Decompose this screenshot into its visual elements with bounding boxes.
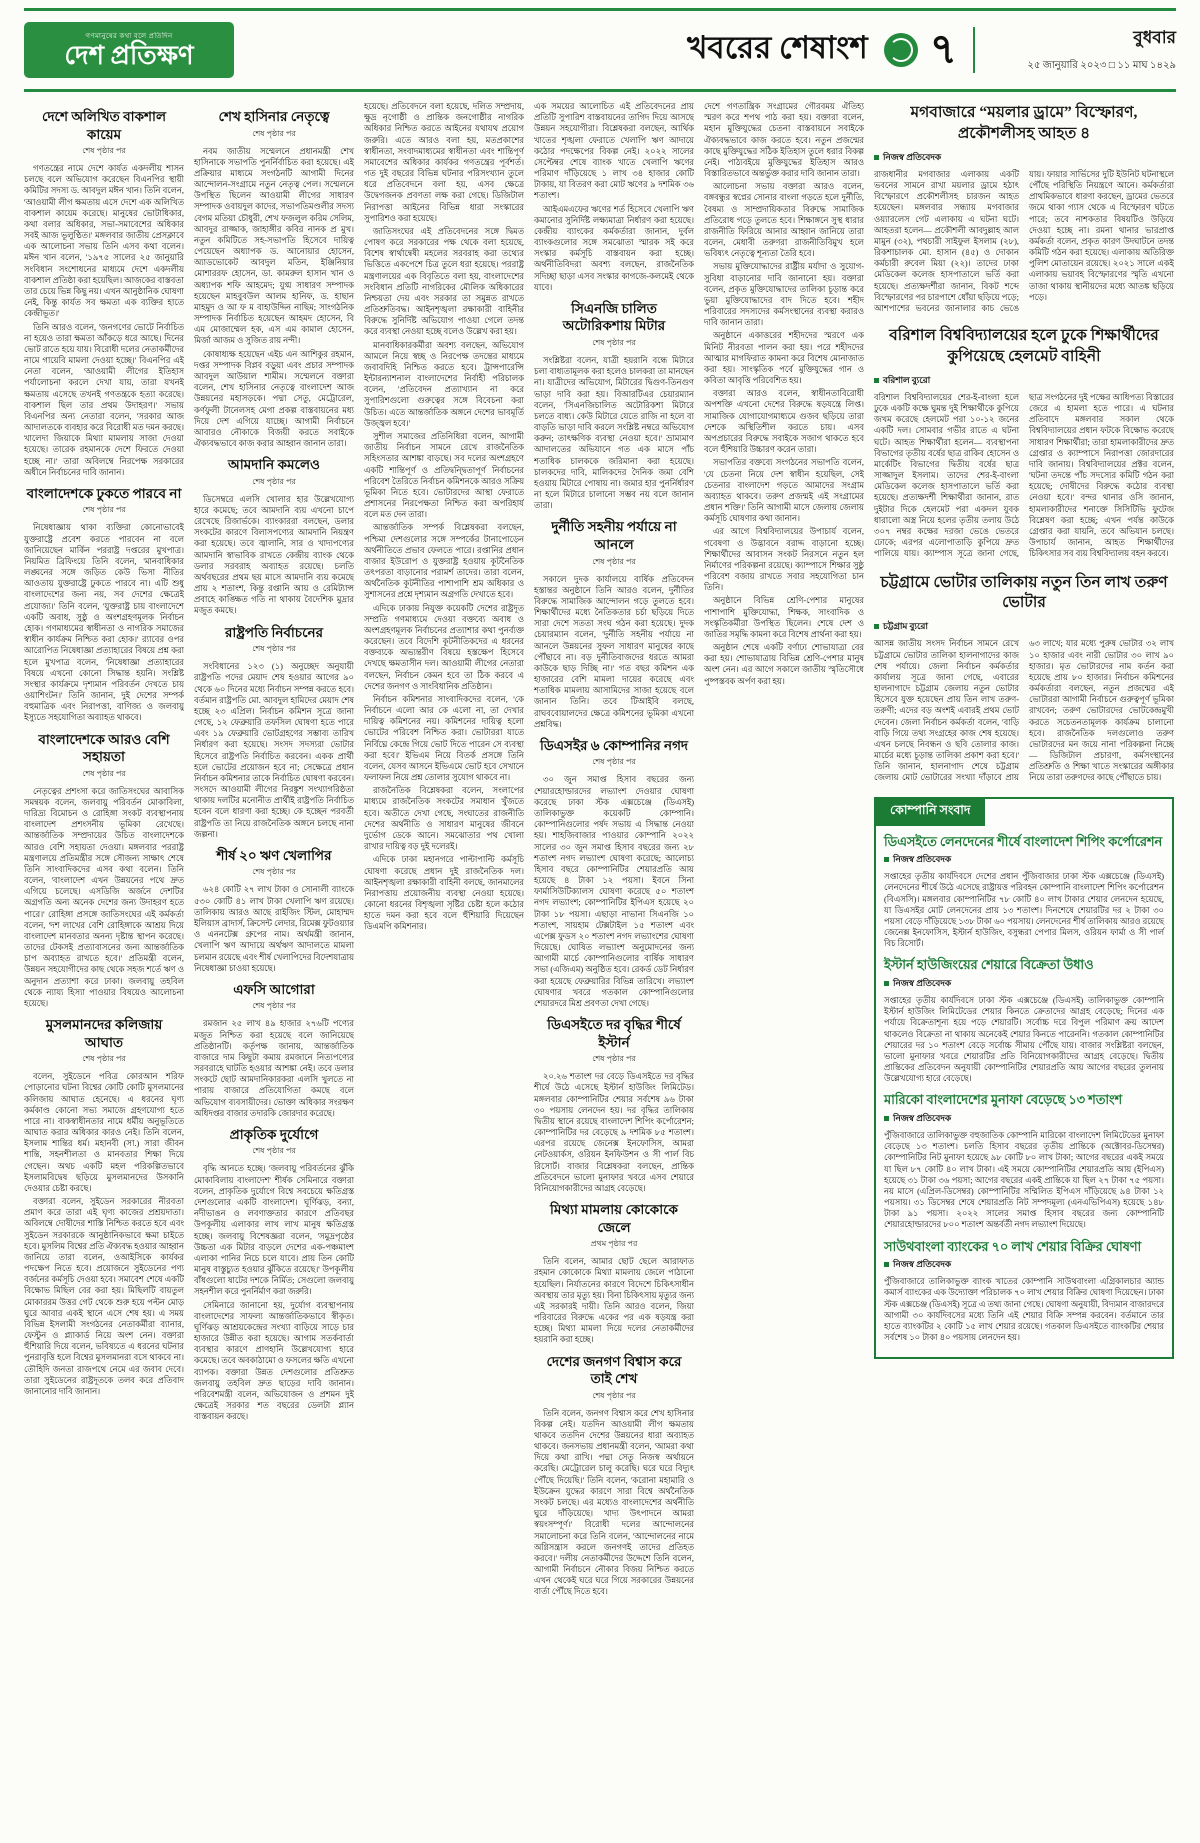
article xyxy=(194,847,354,974)
body-paragraph: গণতন্ত্রের নামে দেশে কার্যত একদলীয় শাসন চলছে বলে অভিযোগ করেছেন বিএনপির স্থায়ী কমিটির সদস্য ড. আবদুল মঈন খান। তিনি বলেন, 'আওয়ামী লীগ ক্ষমতায় এসে দেশে এক অলিখিত বাকশাল কায়েম করেছে। মানুষের ভোটাধিকার, কথা বলার অধিকার, সভা-সমাবেশের অধিকার সবই আজ ভূলুণ্ঠিত।' মঙ্গলবার জাতীয় প্রেসক্লাবে এক আলোচনা সভায় তিনি এসব কথা বলেন। মঈন খান বলেন, '১৯৭৫ সালের ২৫ জানুয়ারি সংবিধান সংশোধনের মাধ্যমে দেশে একদলীয় বাকশাল প্রতিষ্ঠা করা হয়েছিল। আজকের বাস্তবতা তার চেয়ে ভিন্ন কিছু নয়। এখন আনুষ্ঠানিক ঘোষণা নেই, কিন্তু কার্যত সব ক্ষমতা এক ব্যক্তির হাতে কেন্দ্রীভূত।' xyxy=(24,164,184,319)
header-divider xyxy=(973,27,975,73)
article xyxy=(24,485,184,724)
body-paragraph: তিনি বলেন, আমার ছোট ছেলে আরাফাত রহমান কোকোকে মিথ্যা মামলায় জেলে পাঠানো হয়েছিল। নির্যাতনের কারণে বিদেশে চিকিৎসাধীন অবস্থায় তার মৃত্যু হয়। বিনা চিকিৎসায় মৃত্যুর জন্য এই সরকারই দায়ী। তিনি আরও বলেন, জিয়া পরিবারের বিরুদ্ধে একের পর এক ষড়যন্ত্র করা হচ্ছে। মিথ্যা মামলা দিয়ে দলের নেতাকর্মীদের হয়রানি করা হচ্ছে। xyxy=(534,1257,694,1345)
article xyxy=(874,573,1174,785)
article-headline: ইস্টার্ন হাউজিংয়ের শেয়ারে বিক্রেতা উধাও xyxy=(884,958,1094,973)
article-byline xyxy=(874,150,1174,165)
body-paragraph: তিনি আরও বলেন, 'জনগণের ভোটে নির্বাচিত না হয়েও তারা ক্ষমতা আঁকড়ে ধরে আছে। দিনের ভোট রাতে হয়ে যায়। বিরোধী দলের নেতাকর্মীদের নামে গায়েবি মামলা দেওয়া হচ্ছে।' বিএনপির এই নেতা বলেন, 'আওয়ামী লীগের ইতিহাস পর্যালোচনা করলে দেখা যায়, তারা যখনই ক্ষমতায় এসেছে তখনই গণতন্ত্রকে হত্যা করেছে। বাকশাল ছিল তার প্রথম উদাহরণ।' সভায় বিএনপির অন্য নেতারা বলেন, 'সরকার আজ আদালতকে ব্যবহার করে বিরোধী মত দমন করছে। খালেদা জিয়াকে মিথ্যা মামলায় সাজা দেওয়া হয়েছে। তারেক রহমানকে দেশে ফিরতে দেওয়া হচ্ছে না।' তারা অবিলম্বে নিরপেক্ষ সরকারের অধীনে নির্বাচনের দাবি জানান। xyxy=(24,322,184,477)
top-rule xyxy=(24,8,1176,11)
body-paragraph: আন্তর্জাতিক সম্পর্ক বিশ্লেষকরা বলছেন, পশ্চিমা দেশগুলোর সঙ্গে সম্পর্কের টানাপোড়েন অর্থনীতিতে প্রভাব ফেলতে পারে। রপ্তানির প্রধান বাজার ইউরোপ ও যুক্তরাষ্ট্র হওয়ায় কূটনৈতিক তৎপরতা বাড়ানোর পরামর্শ তাদের। তারা বলেন, অর্থনৈতিক কূটনীতির পাশাপাশি শ্রম অধিকার ও সুশাসনের প্রশ্নে দৃশ্যমান অগ্রগতি দেখাতে হবে। xyxy=(364,523,524,600)
body-paragraph: সংবিধানের ১২৩ (১) অনুচ্ছেদ অনুযায়ী রাষ্ট্রপতি পদের মেয়াদ শেষ হওয়ার আগের ৯০ থেকে ৬০ দিনের মধ্যে নির্বাচন সম্পন্ন করতে হবে। বর্তমান রাষ্ট্রপতি মো. আবদুল হামিদের মেয়াদ শেষ হচ্ছে ২৩ এপ্রিল। নির্বাচন কমিশন সূত্রে জানা গেছে, ১২ ফেব্রুয়ারি তফসিল ঘোষণা হতে পারে এবং ১৯ ফেব্রুয়ারি ভোটগ্রহণের সম্ভাব্য তারিখ নির্ধারণ করা হয়েছে। সংসদ সদস্যরা ভোটার হিসেবে রাষ্ট্রপতি নির্বাচিত করবেন। একক প্রার্থী হলে ভোটের প্রয়োজন হবে না; সেক্ষেত্রে প্রধান নির্বাচন কমিশনার তাকে নির্বাচিত ঘোষণা করবেন। সংসদে আওয়ামী লীগের নিরঙ্কুশ সংখ্যাগরিষ্ঠতা থাকায় দলটির মনোনীত প্রার্থীই রাষ্ট্রপতি নির্বাচিত হবেন বলে ধারণা করা হচ্ছে। কে হচ্ছেন পরবর্তী রাষ্ট্রপতি তা নিয়ে রাজনৈতিক অঙ্গনে চলছে নানা জল্পনা। xyxy=(194,662,354,839)
body-paragraph: অনুষ্ঠানে একাত্তরের শহীদদের স্মরণে এক মিনিট নীরবতা পালন করা হয়। পরে শহীদদের আত্মার মাগফিরাত কামনা করে বিশেষ মোনাজাত করা হয়। সাংস্কৃতিক পর্বে মুক্তিযুদ্ধের গান ও কবিতা আবৃত্তি পরিবেশিত হয়। xyxy=(704,331,864,386)
date-line: ২৫ জানুয়ারি ২০২৩ □ ১১ মাঘ ১৪২৯ xyxy=(1027,60,1176,71)
article-headline: ডিএসইর ৬ কোম্পানির নগদ xyxy=(539,737,689,753)
article-body xyxy=(874,169,1174,314)
article xyxy=(194,624,354,840)
article-headline: দেশে অলিখিত বাকশাল কায়েম xyxy=(41,109,167,142)
column-2 xyxy=(194,101,354,1827)
article-kicker: শেষ পৃষ্ঠার পর xyxy=(252,867,296,877)
article xyxy=(534,1201,694,1345)
body-paragraph: রাজধানীর মগবাজার এলাকায় একটি ভবনের সামনে রাখা ময়লার ড্রামে হঠাৎ বিস্ফোরণে প্রকৌশলীসহ চারজন আহত হয়েছেন। মঙ্গলবার সন্ধ্যায় মগবাজার ওয়্যারলেস গেট এলাকায় এ ঘটনা ঘটে। আহতরা হলেন— প্রকৌশলী আবদুল্লাহ আল মামুন (৩২), পথচারী সাইফুল ইসলাম (২৮), রিকশাচালক মো. হাসান (৪৫) ও দোকান কর্মচারী রুবেল মিয়া (২২)। তাদের ঢাকা মেডিকেল কলেজ হাসপাতালে ভর্তি করা হয়েছে। প্রত্যক্ষদর্শীরা জানান, বিকট শব্দে বিস্ফোরণের পর চারপাশে ধোঁয়া ছড়িয়ে পড়ে; আশপাশের ভবনের জানালার কাচ ভেঙে যায়। ফায়ার সার্ভিসের দুটি ইউনিট ঘটনাস্থলে পৌঁছে পরিস্থিতি নিয়ন্ত্রণে আনে। কর্মকর্তারা প্রাথমিকভাবে ধারণা করছেন, ড্রামের ভেতরে জমে থাকা গ্যাস থেকে এ বিস্ফোরণ ঘটতে পারে; তবে নাশকতার বিষয়টিও উড়িয়ে দেওয়া হচ্ছে না। রমনা থানার ভারপ্রাপ্ত কর্মকর্তা বলেন, প্রকৃত কারণ উদঘাটনে তদন্ত কমিটি গঠন করা হয়েছে। এলাকায় অতিরিক্ত পুলিশ মোতায়েন রয়েছে। ২০২১ সালে একই এলাকায় ভয়াবহ বিস্ফোরণের স্মৃতি এখনো তাজা থাকায় স্থানীয়দের মধ্যে আতঙ্ক ছড়িয়ে পড়ে। xyxy=(874,169,1174,313)
body-paragraph: সপ্তাহের তৃতীয় কার্যদিবসে ঢাকা স্টক এক্সচেঞ্জে (ডিএসই) তালিকাভুক্ত কোম্পানি ইস্টার্ন হাউজিং লিমিটেডের শেয়ার কিনতে ক্রেতাদের আগ্রহ বেড়েছে; দিনের এক পর্যায়ে বিক্রেতাশূন্য হয়ে পড়ে শেয়ারটি। সর্বোচ্চ দরে বিপুল পরিমাণ ক্রয় আদেশ থাকলেও বিক্রেতা না থাকায় অনেকেই শেয়ার কিনতে পারেননি। গতকাল কোম্পানিটির শেয়ারের দর ১০ শতাংশ বেড়ে সর্বোচ্চ সীমায় পৌঁছে যায়। বাজার সংশ্লিষ্টরা বলছেন, ভালো মুনাফার খবরে শেয়ারটির প্রতি বিনিয়োগকারীদের আগ্রহ বেড়েছে। দ্বিতীয় প্রান্তিকের প্রতিবেদন অনুযায়ী কোম্পানিটির শেয়ারপ্রতি আয় আগের বছরের তুলনায় উল্লেখযোগ্য হারে বেড়েছে। xyxy=(884,996,1164,1084)
body-paragraph: নিষেধাজ্ঞায় থাকা ব্যক্তিরা কোনোভাবেই যুক্তরাষ্ট্রে প্রবেশ করতে পারবেন না বলে জানিয়েছেন মার্কিন পররাষ্ট্র দপ্তরের মুখপাত্র। নিয়মিত ব্রিফিংয়ে তিনি বলেন, 'মানবাধিকার লঙ্ঘনের সঙ্গে জড়িত কেউ ভিসা নীতির আওতায় যুক্তরাষ্ট্রে ঢুকতে পারবে না। এটি শুধু বাংলাদেশের জন্য নয়, সব দেশের ক্ষেত্রেই প্রযোজ্য।' তিনি বলেন, 'যুক্তরাষ্ট্র চায় বাংলাদেশে একটি অবাধ, সুষ্ঠু ও অংশগ্রহণমূলক নির্বাচন হোক। গণমাধ্যমের স্বাধীনতা ও নাগরিক সমাজের স্বাধীন কার্যক্রম নিশ্চিত করা হোক।' র‌্যাবের ওপর আরোপিত নিষেধাজ্ঞা প্রত্যাহারের বিষয়ে প্রশ্ন করা হলে মুখপাত্র বলেন, 'নিষেধাজ্ঞা প্রত্যাহারের বিষয়ে এখনো কোনো সিদ্ধান্ত হয়নি। সংশ্লিষ্ট সংস্থার কার্যক্রমে দৃশ্যমান পরিবর্তন দেখতে চায় ওয়াশিংটন।' তিনি জানান, দুই দেশের সম্পর্ক বহুমাত্রিক এবং নিরাপত্তা, বাণিজ্য ও জলবায়ু ইস্যুতে সহযোগিতা অব্যাহত থাকবে। xyxy=(24,523,184,723)
article xyxy=(534,737,694,1009)
body-paragraph: সভায় মুক্তিযোদ্ধাদের রাষ্ট্রীয় মর্যাদা ও সুযোগ-সুবিধা বাড়ানোর দাবি জানানো হয়। বক্তারা বলেন, প্রকৃত মুক্তিযোদ্ধাদের তালিকা চূড়ান্ত করে ভুয়া মুক্তিযোদ্ধাদের বাদ দিতে হবে। শহীদ পরিবারের সদস্যদের কর্মসংস্থানের ব্যবস্থা করারও দাবি জানান তারা। xyxy=(704,262,864,328)
body-paragraph: বলেন, সুইডেনে পবিত্র কোরআন শরিফ পোড়ানোর ঘটনা বিশ্বের কোটি কোটি মুসলমানের কলিজায় আঘাত হেনেছে। এ ধরনের ঘৃণ্য কর্মকাণ্ড কোনো সভ্য সমাজে গ্রহণযোগ্য হতে পারে না। বাকস্বাধীনতার নামে ধর্মীয় অনুভূতিতে আঘাত করার অধিকার কারও নেই। তিনি বলেন, ইসলাম শান্তির ধর্ম। মহানবী (সা.) সারা জীবন শান্তি, সহনশীলতা ও মানবতার শিক্ষা দিয়ে গেছেন। অথচ একটি মহল পরিকল্পিতভাবে ইসলামবিদ্বেষ ছড়িয়ে মুসলমানদের উসকানি দেওয়ার চেষ্টা করছে। xyxy=(24,1072,184,1193)
article-kicker: প্রথম পৃষ্ঠার পর xyxy=(590,1239,638,1249)
article-headline: শেখ হাসিনার নেতৃত্বে xyxy=(218,109,330,124)
byline-text: নিজস্ব প্রতিবেদক xyxy=(893,854,952,865)
article xyxy=(194,108,354,449)
section-title: খবরের শেষাংশ xyxy=(687,30,868,65)
body-paragraph: নির্বাচন কমিশনার সাংবাদিকদের বলেন, 'কে নির্বাচনে এলো আর কে এলো না, তা দেখার দায়িত্ব কমিশনের নয়। কমিশনের দায়িত্ব হলো ভোটের পরিবেশ নিশ্চিত করা। ভোটাররা যাতে নির্বিঘ্নে কেন্দ্রে গিয়ে ভোট দিতে পারেন সে ব্যবস্থা করা হবে।' ইভিএম নিয়ে বিতর্ক প্রসঙ্গে তিনি বলেন, যেসব আসনে ইভিএমে ভোট হবে সেখানে ফলাফল নিয়ে প্রশ্ন তোলার সুযোগ থাকবে না। xyxy=(364,694,524,783)
body-paragraph: সেমিনারে জানানো হয়, দুর্যোগ ব্যবস্থাপনায় বাংলাদেশের সাফল্য আন্তর্জাতিকভাবে স্বীকৃত। ঘূর্ণিঝড় আশ্রয়কেন্দ্রের সংখ্যা বাড়িয়ে সাড়ে চার হাজারে উন্নীত করা হয়েছে। আগাম সতর্কবার্তা ব্যবস্থার কারণে প্রাণহানি উল্লেখযোগ্য হারে কমেছে। তবে অবকাঠামো ও ফসলের ক্ষতি এখনো ব্যাপক। বক্তারা উন্নত দেশগুলোর প্রতিশ্রুত জলবায়ু তহবিল দ্রুত ছাড়ের দাবি জানান। পরিবেশমন্ত্রী বলেন, অভিযোজন ও প্রশমন দুই ক্ষেত্রেই সরকার শত বছরের ডেলটা প্ল্যান বাস্তবায়ন করছে। xyxy=(194,1300,354,1422)
article-body xyxy=(874,638,1174,784)
article-kicker: শেষ পৃষ্ঠার পর xyxy=(252,644,296,654)
body-paragraph: ৩০ জুন সমাপ্ত হিসাব বছরের জন্য শেয়ারহোল্ডারদের লভ্যাংশ দেওয়ার ঘোষণা করেছে ঢাকা স্টক এক্সচেঞ্জে (ডিএসই) তালিকাভুক্ত কয়েকটি কোম্পানি। কোম্পানিগুলোর পর্ষদ সভায় এ সিদ্ধান্ত নেওয়া হয়। শাহজিবাজার পাওয়ার কোম্পানি ২০২২ সালের ৩০ জুন সমাপ্ত হিসাব বছরের জন্য ২৮ শতাংশ নগদ লভ্যাংশ ঘোষণা করেছে; আলোচ্য হিসাব বছরে কোম্পানিটির শেয়ারপ্রতি আয় হয়েছে ৪ টাকা ১২ পয়সা। ইবনে সিনা ফার্মাসিউটিক্যালস ঘোষণা করেছে ৫০ শতাংশ নগদ লভ্যাংশ; কোম্পানিটির ইপিএস হয়েছে ২০ টাকা ১৮ পয়সা। এছাড়া নাভানা সিএনজি ১০ শতাংশ, সায়হাম টেক্সটাইল ১৫ শতাংশ এবং এপেক্স ফুডস ২০ শতাংশ নগদ লভ্যাংশের ঘোষণা দিয়েছে। ঘোষিত লভ্যাংশ অনুমোদনের জন্য আগামী মার্চে কোম্পানিগুলোর বার্ষিক সাধারণ সভা (এজিএম) অনুষ্ঠিত হবে। রেকর্ড ডেট নির্ধারণ করা হয়েছে ফেব্রুয়ারির বিভিন্ন তারিখে। লভ্যাংশ ঘোষণার খবরে গতকাল কোম্পানিগুলোর শেয়ারদরে মিশ্র প্রবণতা দেখা গেছে। xyxy=(534,775,694,1008)
byline-text: নিজস্ব প্রতিবেদক xyxy=(893,1113,952,1124)
article-body xyxy=(534,574,694,730)
newspaper-emblem-icon xyxy=(884,33,918,67)
body-paragraph: মানবাধিকারকর্মীরা অবশ্য বলছেন, অভিযোগ আমলে নিয়ে স্বচ্ছ ও নিরপেক্ষ তদন্তের মাধ্যমে জবাবদিহি নিশ্চিত করতে হবে। ট্রান্সপারেন্সি ইন্টারন্যাশনাল বাংলাদেশের নির্বাহী পরিচালক বলেন, 'প্রতিবেদন প্রত্যাখ্যান না করে সুপারিশগুলো গুরুত্বের সঙ্গে বিবেচনা করা উচিত। এতে আন্তর্জাতিক অঙ্গনে দেশের ভাবমূর্তি উজ্জ্বল হবে।' xyxy=(364,340,524,428)
body-paragraph: জাতিসংঘের এই প্রতিবেদনের সঙ্গে দ্বিমত পোষণ করে সরকারের পক্ষ থেকে বলা হয়েছে, বিশেষ স্বার্থান্বেষী মহলের সরবরাহ করা তথ্যের ভিত্তিতে একপেশে চিত্র তুলে ধরা হয়েছে। পররাষ্ট্র মন্ত্রণালয়ের এক বিবৃতিতে বলা হয়, বাংলাদেশের সংবিধান প্রতিটি নাগরিকের মৌলিক অধিকারের নিশ্চয়তা দেয় এবং সরকার তা সমুন্নত রাখতে প্রতিশ্রুতিবদ্ধ। আইনশৃঙ্খলা রক্ষাকারী বাহিনীর বিরুদ্ধে সুনির্দিষ্ট অভিযোগ পাওয়া গেলে তদন্ত করে ব্যবস্থা নেওয়া হচ্ছে বলেও উল্লেখ করা হয়। xyxy=(364,226,524,337)
byline-square-icon xyxy=(874,378,879,383)
column-right xyxy=(874,101,1174,1827)
body-paragraph: রাজনৈতিক বিশ্লেষকরা বলেন, সংলাপের মাধ্যমে রাজনৈতিক সংকটের সমাধান খুঁজতে হবে। অতীতে দেখা গেছে, সংঘাতের রাজনীতি দেশের অর্থনীতি ও সাধারণ মানুষের জীবনে দুর্ভোগ ডেকে আনে। সমঝোতার পথ খোলা রাখার দায়িত্ব বড় দুই দলেরই। xyxy=(364,786,524,852)
article-byline xyxy=(884,976,1164,991)
article-byline xyxy=(884,1257,1164,1272)
article-kicker: শেষ পৃষ্ঠার পর xyxy=(592,1054,636,1064)
article-kicker: শেষ পৃষ্ঠার পর xyxy=(592,556,636,566)
body-paragraph: এক সময়ের আলোচিত এই প্রতিবেদনের প্রায় প্রতিটি সুপারিশ বাস্তবায়নের তাগিদ দিয়ে আসছে উন্নয়ন সহযোগীরা। বিশ্লেষকরা বলছেন, আর্থিক খাতের শৃঙ্খলা ফেরাতে খেলাপি ঋণ আদায়ে কঠোর পদক্ষেপের বিকল্প নেই। ২০২২ সালের সেপ্টেম্বর শেষে ব্যাংক খাতে খেলাপি ঋণের পরিমাণ দাঁড়িয়েছে ১ লাখ ৩৪ হাজার কোটি টাকায়, যা বিতরণ করা মোট ঋণের ৯ দশমিক ৩৬ শতাংশ। xyxy=(534,102,694,201)
column-5 xyxy=(704,101,864,1827)
article-byline xyxy=(884,1111,1164,1126)
article-body xyxy=(874,392,1174,561)
article-body xyxy=(534,1071,694,1194)
article xyxy=(194,456,354,616)
article xyxy=(884,1239,1164,1344)
masthead-title: দেশ প্রতিক্ষণ xyxy=(64,40,194,70)
article-byline xyxy=(874,619,1174,634)
article-body xyxy=(194,146,354,450)
article-headline: ডিএসইতে লেনদেনের শীর্ষে বাংলাদেশ শিপিং কর্পোরেশন xyxy=(884,834,1163,849)
article xyxy=(194,981,354,1119)
columns xyxy=(24,101,1176,1827)
body-paragraph: সকালে দুদক কার্যালয়ে বার্ষিক প্রতিবেদন হস্তান্তর অনুষ্ঠানে তিনি আরও বলেন, দুর্নীতির বিরুদ্ধে সামাজিক আন্দোলন গড়ে তুলতে হবে। শিক্ষার্থীদের মধ্যে নৈতিকতার চর্চা ছড়িয়ে দিতে সারা দেশে সততা সংঘ গঠন করা হয়েছে। দুদক চেয়ারম্যান বলেন, 'দুর্নীতি সহনীয় পর্যায়ে না আনলে উন্নয়নের সুফল সাধারণ মানুষের কাছে পৌঁছাবে না। বড় দুর্নীতিবাজদের ধরতে আমরা কাউকে ছাড় দিচ্ছি না।' গত বছর কমিশন এক হাজারের বেশি মামলা দায়ের করেছে এবং শতাধিক মামলায় আসামিদের সাজা হয়েছে বলে জানান তিনি। তবে টিআইবি বলছে, রাঘববোয়ালদের ক্ষেত্রে কমিশনের ভূমিকা এখনো প্রশ্নবিদ্ধ। xyxy=(534,574,694,729)
continuation-body xyxy=(704,101,864,687)
article-headline: দুর্নীতি সহনীয় পর্যায়ে না আনলে xyxy=(551,519,677,552)
body-paragraph: বক্তারা আরও বলেন, স্বাধীনতাবিরোধী অপশক্তি এখনো দেশের বিরুদ্ধে ষড়যন্ত্রে লিপ্ত। সামাজিক যোগাযোগমাধ্যমে গুজব ছড়িয়ে তারা দেশকে অস্থিতিশীল করতে চায়। এসব অপপ্রচারের বিরুদ্ধে সবাইকে সজাগ থাকতে হবে বলে হুঁশিয়ারি উচ্চারণ করেন তারা। xyxy=(704,389,864,455)
article-kicker: শেষ পৃষ্ঠার পর xyxy=(82,505,126,515)
article-body xyxy=(194,661,354,840)
article xyxy=(884,957,1164,1084)
article-headline: মারিকো বাংলাদেশের মুনাফা বেড়েছে ১৩ শতাংশ xyxy=(884,1093,1123,1108)
article-body xyxy=(884,1276,1164,1343)
byline-square-icon xyxy=(884,857,889,862)
article-headline: সাউথবাংলা ব্যাংকের ৭০ লাখ শেয়ার বিক্রির ঘোষণা xyxy=(884,1239,1142,1254)
byline-text: বরিশাল ব্যুরো xyxy=(883,374,931,385)
article-headline: বরিশাল বিশ্ববিদ্যালয়ের হলে ঢুকে শিক্ষার্থীদের কুপিয়েছে হেলমেট বাহিনী xyxy=(889,327,1159,365)
masthead xyxy=(24,22,234,78)
body-paragraph: বরিশাল বিশ্ববিদ্যালয়ের শের-ই-বাংলা হলে ঢুকে একটি কক্ষে ঘুমন্ত দুই শিক্ষার্থীকে কুপিয়ে জখম করেছে হেলমেট পরা ১০-১২ জনের একটি দল। সোমবার গভীর রাতে এ ঘটনা ঘটে। আহত শিক্ষার্থীরা হলেন— ব্যবস্থাপনা বিভাগের তৃতীয় বর্ষের ছাত্র রাকিব হোসেন ও মার্কেটিং বিভাগের দ্বিতীয় বর্ষের ছাত্র সাজ্জাদুল ইসলাম। তাদের শের-ই-বাংলা মেডিকেল কলেজ হাসপাতালে ভর্তি করা হয়েছে। প্রত্যক্ষদর্শী শিক্ষার্থীরা জানান, রাত দুইটার দিকে হেলমেট পরা একদল যুবক ধারালো অস্ত্র নিয়ে হলের তৃতীয় তলায় উঠে ৩০৭ নম্বর কক্ষের দরজা ভেঙে ভেতরে ঢোকে; এরপর এলোপাতাড়ি কুপিয়ে দ্রুত পালিয়ে যায়। ক্যাম্পাস সূত্রে জানা গেছে, ছাত্র সংগঠনের দুই পক্ষের আধিপত্য বিস্তারের জেরে এ হামলা হতে পারে। এ ঘটনার প্রতিবাদে মঙ্গলবার সকাল থেকে বিশ্ববিদ্যালয়ের প্রধান ফটকে বিক্ষোভ করেছে সাধারণ শিক্ষার্থীরা; তারা হামলাকারীদের দ্রুত গ্রেপ্তার ও ক্যাম্পাসে নিরাপত্তা জোরদারের দাবি জানায়। বিশ্ববিদ্যালয়ের প্রক্টর বলেন, 'ঘটনা তদন্তে পাঁচ সদস্যের কমিটি গঠন করা হয়েছে; দোষীদের বিরুদ্ধে কঠোর ব্যবস্থা নেওয়া হবে।' বন্দর থানার ওসি জানান, হামলাকারীদের শনাক্তে সিসিটিভি ফুটেজ বিশ্লেষণ করা হচ্ছে; এখন পর্যন্ত কাউকে গ্রেপ্তার করা যায়নি, তবে অভিযান চলছে। উপাচার্য জানান, আহত শিক্ষার্থীদের চিকিৎসার সব ব্যয় বিশ্ববিদ্যালয় বহন করবে। xyxy=(874,392,1174,559)
body-paragraph: তিনি বলেন, জনগণ বিশ্বাস করে শেখ হাসিনার বিকল্প নেই। যতদিন আওয়ামী লীগ ক্ষমতায় থাকবে ততদিন দেশের উন্নয়নের ধারা অব্যাহত থাকবে। জনসভায় প্রধানমন্ত্রী বলেন, 'আমরা কথা দিয়ে কথা রাখি। পদ্মা সেতু নিজস্ব অর্থায়নে করেছি। মেট্রোরেল চালু করেছি। ঘরে ঘরে বিদ্যুৎ পৌঁছে দিয়েছি।' তিনি বলেন, 'করোনা মহামারি ও ইউক্রেন যুদ্ধের কারণে সারা বিশ্বে অর্থনৈতিক সংকট চলছে। এর মধ্যেও বাংলাদেশের অর্থনীতি ঘুরে দাঁড়িয়েছে। খাদ্য উৎপাদনে আমরা স্বয়ংসম্পূর্ণ।' বিরোধী দলের আন্দোলনের সমালোচনা করে তিনি বলেন, 'আন্দোলনের নামে অগ্নিসন্ত্রাস করলে জনগণই তাদের প্রতিহত করবে।' দলীয় নেতাকর্মীদের উদ্দেশে তিনি বলেন, আগামী নির্বাচনে নৌকার বিজয় নিশ্চিত করতে এখন থেকেই ঘরে ঘরে গিয়ে সরকারের উন্নয়নের বার্তা পৌঁছে দিতে হবে। xyxy=(534,1408,694,1597)
body-paragraph: আইএমএফের ঋণের শর্ত হিসেবে খেলাপি ঋণ কমানোর সুনির্দিষ্ট লক্ষ্যমাত্রা নির্ধারণ করা হয়েছে। কেন্দ্রীয় ব্যাংকের কর্মকর্তারা জানান, দুর্বল ব্যাংকগুলোর সঙ্গে সমঝোতা স্মারক সই করে সংস্কার কর্মসূচি বাস্তবায়ন করা হচ্ছে। অর্থনীতিবিদরা অবশ্য বলছেন, রাজনৈতিক সদিচ্ছা ছাড়া এসব সংস্কার কাগজে-কলমেই থেকে যাবে। xyxy=(534,204,694,292)
weekday: বুধবার xyxy=(1133,28,1176,47)
article-kicker: শেষ পৃষ্ঠার পর xyxy=(252,128,296,138)
body-paragraph: হয়েছে। প্রতিবেদনে বলা হয়েছে, দলিত সম্প্রদায়, ক্ষুদ্র নৃগোষ্ঠী ও প্রান্তিক জনগোষ্ঠীর নাগরিক অধিকার নিশ্চিত করতে আইনের যথাযথ প্রয়োগ জরুরি। এতে আরও বলা হয়, মতপ্রকাশের স্বাধীনতা, সংবাদমাধ্যমের স্বাধীনতা এবং শান্তিপূর্ণ সমাবেশের অধিকার কার্যকর গণতন্ত্রের পূর্বশর্ত। গত দুই বছরের বিভিন্ন ঘটনার পরিসংখ্যান তুলে ধরে প্রতিবেদনে বলা হয়, এসব ক্ষেত্রে উদ্বেগজনক প্রবণতা লক্ষ করা গেছে। ডিজিটাল নিরাপত্তা আইনের বিভিন্ন ধারা সংস্কারের সুপারিশও করা হয়েছে। xyxy=(364,102,524,223)
article-body xyxy=(534,774,694,1009)
article-kicker: শেষ পৃষ্ঠার পর xyxy=(252,1001,296,1011)
article-headline: আমদানি কমলেও xyxy=(228,457,320,473)
article-kicker: শেষ পৃষ্ঠার পর xyxy=(82,146,126,156)
article-body xyxy=(24,1071,184,1397)
byline-square-icon xyxy=(884,981,889,986)
byline-square-icon xyxy=(884,1116,889,1121)
byline-square-icon xyxy=(874,155,879,160)
article-body xyxy=(534,1256,694,1345)
article xyxy=(534,1353,694,1598)
article-kicker: শেষ পৃষ্ঠার পর xyxy=(252,476,296,486)
article-headline: মুসলমানদের কলিজায় আঘাত xyxy=(45,1017,163,1050)
article-byline xyxy=(874,373,1174,388)
article xyxy=(24,108,184,478)
byline-text: নিজস্ব প্রতিবেদক xyxy=(893,978,952,989)
article-headline: মিথ্যা মামলায় কোকোকে জেলে xyxy=(549,1202,678,1235)
article-body xyxy=(534,1408,694,1598)
body-paragraph: এদিকে ঢাকায় নিযুক্ত কয়েকটি দেশের রাষ্ট্রদূত সম্প্রতি গণমাধ্যমে দেওয়া বক্তব্যে অবাধ ও অংশগ্রহণমূলক নির্বাচনের প্রত্যাশার কথা পুনর্ব্যক্ত করেছেন। তবে বিদেশি কূটনীতিকদের এ ধরনের বক্তব্যকে অভ্যন্তরীণ বিষয়ে হস্তক্ষেপ হিসেবে দেখছে ক্ষমতাসীন দল। আওয়ামী লীগের নেতারা বলছেন, নির্বাচন কেমন হবে তা ঠিক করবে এ দেশের জনগণ ও সাংবিধানিক প্রতিষ্ঠান। xyxy=(364,603,524,691)
byline-text: নিজস্ব প্রতিবেদক xyxy=(893,1259,952,1270)
article-headline: প্রাকৃতিক দুর্যোগে xyxy=(229,1126,319,1142)
article-kicker: শেষ পৃষ্ঠার পর xyxy=(592,757,636,767)
article-headline: রাষ্ট্রপতি নির্বাচনের xyxy=(224,624,323,640)
article-headline: ডিএসইতে দর বৃদ্ধির শীর্ষে ইস্টার্ন xyxy=(547,1017,681,1050)
column-4 xyxy=(534,101,694,1827)
article-headline: সিএনজি চালিত অটোরিকশায় মিটার xyxy=(562,300,666,334)
article-kicker: শেষ পৃষ্ঠার পর xyxy=(82,1054,126,1064)
body-paragraph: কোষাধ্যক্ষ হয়েছেন এইচ এন আশিকুর রহমান, দপ্তর সম্পাদক বিপ্লব বড়ুয়া এবং প্রচার সম্পাদক আবদুল আউয়াল শামীম। সম্মেলনে বক্তারা বলেন, শেখ হাসিনার নেতৃত্বে বাংলাদেশ আজ উন্নয়নের মহাসড়কে। পদ্মা সেতু, মেট্রোরেল, কর্ণফুলী টানেলসহ মেগা প্রকল্প বাস্তবায়নের মধ্য দিয়ে দেশ এগিয়ে যাচ্ছে। আগামী নির্বাচনে আবারও নৌকাকে বিজয়ী করতে সবাইকে ঐক্যবদ্ধভাবে কাজ করার আহ্বান জানান তারা। xyxy=(194,349,354,449)
body-paragraph: সভাপতির বক্তব্যে সংগঠনের সভাপতি বলেন, 'যে চেতনা নিয়ে দেশ স্বাধীন হয়েছিল, সেই চেতনার বাংলাদেশ গড়তে আমাদের সংগ্রাম অব্যাহত থাকবে। তরুণ প্রজন্মই এই সংগ্রামের প্রধান শক্তি।' তিনি আগামী মাসে জেলায় জেলায় কর্মসূচি ঘোষণার কথা জানান। xyxy=(704,458,864,524)
continuation-body xyxy=(364,101,524,933)
body-paragraph: এর আগে বিশ্ববিদ্যালয়ের উপাচার্য বলেন, গবেষণা ও উদ্ভাবনে বরাদ্দ বাড়ানো হচ্ছে। শিক্ষার্থীদের আবাসন সংকট নিরসনে নতুন হল নির্মাণের পরিকল্পনা রয়েছে। ক্যাম্পাসে শিক্ষার সুষ্ঠু পরিবেশ বজায় রাখতে সবার সহযোগিতা চান তিনি। xyxy=(704,527,864,593)
article-body xyxy=(194,1018,354,1119)
article xyxy=(534,1016,694,1194)
article-body xyxy=(194,884,354,973)
article-headline: চট্টগ্রামে ভোটার তালিকায় নতুন তিন লাখ তরুণ ভোটার xyxy=(880,573,1168,612)
article-headline: বাংলাদেশকে আরও বেশি সহায়তা xyxy=(38,731,170,765)
article-headline: মগবাজারে “ময়লার ড্রামে” বিস্ফোরণ, প্রকৌশলীসহ আহত ৪ xyxy=(910,104,1138,142)
article xyxy=(884,834,1164,950)
article-headline: এফসি আগোরা xyxy=(233,981,315,997)
byline-text: নিজস্ব প্রতিবেদক xyxy=(883,151,942,162)
page-number: ৭ xyxy=(929,27,957,73)
body-paragraph: নবম জাতীয় সম্মেলনে প্রধানমন্ত্রী শেখ হাসিনাকে সভাপতি পুনর্নির্বাচিত করা হয়েছে। এই প্রক্রিয়ার মাধ্যমে সংগঠনটি আগামী দিনের আন্দোলন-সংগ্রামে নতুন নেতৃত্ব পেল। সম্মেলনে উপস্থিত ছিলেন আওয়ামী লীগের সাধারণ সম্পাদক ওবায়দুল কাদের, সভাপতিমণ্ডলীর সদস্য বেগম মতিয়া চৌধুরী, শেখ ফজলুল করিম সেলিম, আবদুর রাজ্জাক, জাহাঙ্গীর কবির নানক প্র মুখ। নতুন কমিটিতে সহ-সভাপতি হিসেবে দায়িত্ব পেয়েছেন অধ্যাপক ড. আনোয়ার হোসেন, অ্যাডভোকেট আবদুল মতিন, ইঞ্জিনিয়ার মোশাররফ হোসেন, ডা. কামরুল হাসান খান ও অধ্যাপক শফি আহমেদ; যুগ্ম সাধারণ সম্পাদক হয়েছেন মাহবুবউল আলম হানিফ, ড. হাছান মাহমুদ ও আ ফ ম বাহাউদ্দিন নাছিম; সাংগঠনিক সম্পাদক নির্বাচিত হয়েছেন আহমদ হোসেন, বি এম মোজাম্মেল হক, এস এম কামাল হোসেন, মির্জা আজম ও সুজিত রায় নন্দী। xyxy=(194,146,354,346)
body-paragraph: সংশ্লিষ্টরা বলেন, যাত্রী হয়রানি বন্ধে মিটারে চলা বাধ্যতামূলক করা হলেও চালকরা তা মানছেন না। যাত্রীদের অভিযোগ, মিটারের দ্বিগুণ-তিনগুণ ভাড়া দাবি করা হয়। বিআরটিএর চেয়ারম্যান বলেন, 'সিএনজিচালিত অটোরিকশা মিটারে চলতে বাধ্য। কেউ মিটারে যেতে রাজি না হলে বা বাড়তি ভাড়া দাবি করলে সংশ্লিষ্ট নম্বরে অভিযোগ করুন; তাৎক্ষণিক ব্যবস্থা নেওয়া হবে।' ভ্রাম্যমাণ আদালতের অভিযানে গত এক মাসে পাঁচ শতাধিক চালককে জরিমানা করা হয়েছে। চালকদের দাবি, মালিকদের দৈনিক জমা বেশি হওয়ায় মিটারে পোষায় না। জমার হার পুনর্নির্ধারণ না হলে মিটারে চালানো সম্ভব নয় বলে জানান তারা। xyxy=(534,356,694,511)
date-block xyxy=(991,25,1176,75)
company-news-box xyxy=(874,797,1174,1360)
article-body xyxy=(884,871,1164,949)
article-body xyxy=(24,163,184,478)
body-paragraph: পুঁজিবাজারে তালিকাভুক্ত বহুজাতিক কোম্পানি মারিকো বাংলাদেশ লিমিটেডের মুনাফা বেড়েছে ১৩ শতাংশ। চলতি হিসাব বছরের তৃতীয় প্রান্তিকে (অক্টোবর-ডিসেম্বর) কোম্পানিটির নিট মুনাফা হয়েছে ৯৮ কোটি ৮০ লাখ টাকা; আগের বছরের একই সময়ে যা ছিল ৮৭ কোটি ৪০ লাখ টাকা। এই সময়ে কোম্পানিটির শেয়ারপ্রতি আয় (ইপিএস) হয়েছে ৩১ টাকা ৩৬ পয়সা; আগের বছরের একই প্রান্তিকে যা ছিল ২৭ টাকা ৭৫ পয়সা। নয় মাসে (এপ্রিল-ডিসেম্বর) কোম্পানিটির সম্মিলিত ইপিএস দাঁড়িয়েছে ৯৪ টাকা ১২ পয়সায়। ৩১ ডিসেম্বর শেষে শেয়ারপ্রতি নিট সম্পদমূল্য (এনএভিপিএস) হয়েছে ১৪৮ টাকা ৯১ পয়সা। ২০২২ সালের সমাপ্ত হিসাব বছরের জন্য কোম্পানিটি শেয়ারহোল্ডারদের ৮০০ শতাংশ অন্তর্বর্তী নগদ লভ্যাংশ দিয়েছে। xyxy=(884,1131,1164,1230)
article xyxy=(874,326,1174,560)
body-paragraph: ৬২৪ কোটি ২৭ লাখ টাকা ও সোনালী ব্যাংকে ৫৩০ কোটি ৪১ লাখ টাকা খেলাপি ঋণ রয়েছে। তালিকায় আরও আছে রাইজিং স্টিল, মোহাম্মদ ইলিয়াস ব্রাদার্স, ক্রিসেন্ট লেদার, রিমেক্স ফুটওয়্যার ও এননটেক্স গ্রুপের নাম। অর্থমন্ত্রী জানান, খেলাপি ঋণ আদায়ে অর্থঋণ আদালতে মামলা চলমান রয়েছে এবং শীর্ষ খেলাপিদের বিদেশযাত্রায় নিষেধাজ্ঞা চাওয়া হয়েছে। xyxy=(194,885,354,973)
article-body xyxy=(884,995,1164,1084)
article xyxy=(874,103,1174,314)
body-paragraph: সপ্তাহের তৃতীয় কার্যদিবসে দেশের প্রধান পুঁজিবাজার ঢাকা স্টক এক্সচেঞ্জে (ডিএসই) লেনদেনের শীর্ষে উঠে এসেছে রাষ্ট্রায়ত্ত পরিবহন কোম্পানি বাংলাদেশ শিপিং কর্পোরেশন (বিএসসি)। মঙ্গলবার কোম্পানিটির ৭৮ কোটি ৪০ লাখ টাকার শেয়ার লেনদেন হয়েছে, যা ডিএসইর মোট লেনদেনের প্রায় ১৩ শতাংশ। দিনশেষে শেয়ারটির দর ২ টাকা ৩০ পয়সা বেড়ে দাঁড়িয়েছে ১৩৮ টাকা ৬০ পয়সায়। লেনদেনের শীর্ষ তালিকায় আরও রয়েছে জেনেক্স ইনফোসিস, ইস্টার্ন হাউজিং, বসুন্ধরা পেপার মিলস, ওরিয়ন ফার্মা ও সী পার্ল বিচ রিসোর্ট। xyxy=(884,872,1164,949)
column-3 xyxy=(364,101,524,1827)
article-body xyxy=(194,494,354,617)
body-paragraph: অনুষ্ঠান শেষে একটি বর্ণাঢ্য শোভাযাত্রা বের করা হয়। শোভাযাত্রায় বিভিন্ন শ্রেণি-পেশার মানুষ অংশ নেন। এর আগে সকালে জাতীয় স্মৃতিসৌধে পুষ্পস্তবক অর্পণ করা হয়। xyxy=(704,643,864,686)
article xyxy=(194,1126,354,1423)
article xyxy=(24,731,184,1010)
article xyxy=(534,300,694,512)
article-headline: দেশের জনগণ বিশ্বাস করে তাই শেখ xyxy=(546,1353,682,1387)
company-news-tab: কোম্পানি সংবাদ xyxy=(876,799,985,826)
article xyxy=(884,1092,1164,1230)
article-body xyxy=(194,1163,354,1422)
article-headline: শীর্ষ ২০ ঋণ খেলাপির xyxy=(216,847,332,863)
column-1 xyxy=(24,101,184,1827)
body-paragraph: অনুষ্ঠানে বিভিন্ন শ্রেণি-পেশার মানুষের পাশাপাশি মুক্তিযোদ্ধা, শিক্ষক, সাংবাদিক ও সংস্কৃতিকর্মীরা উপস্থিত ছিলেন। শেষে দেশ ও জাতির সমৃদ্ধি কামনা করে বিশেষ প্রার্থনা করা হয়। xyxy=(704,596,864,639)
article-kicker: শেষ পৃষ্ঠার পর xyxy=(592,338,636,348)
body-paragraph: ২০.২৬ শতাংশ দর বেড়ে ডিএসইতে দর বৃদ্ধির শীর্ষে উঠে এসেছে ইস্টার্ন হাউজিং লিমিটেড। মঙ্গলবার কোম্পানিটির শেয়ার সর্বশেষ ৯৬ টাকা ৩০ পয়সায় লেনদেন হয়। দর বৃদ্ধির তালিকায় দ্বিতীয় স্থানে রয়েছে বাংলাদেশ শিপিং কর্পোরেশন; কোম্পানিটির দর বেড়েছে ৯ দশমিক ৮৫ শতাংশ। এরপর রয়েছে জেনেক্স ইনফোসিস, আমরা নেটওয়ার্কস, ওরিয়ন ইনফিউশন ও সী পার্ল বিচ রিসোর্ট। বাজার বিশ্লেষকরা বলছেন, প্রান্তিক প্রতিবেদনে ভালো মুনাফার খবরে এসব শেয়ারে বিনিয়োগকারীদের আগ্রহ বেড়েছে। xyxy=(534,1072,694,1193)
article-body xyxy=(534,355,694,511)
body-paragraph: পুঁজিবাজারে তালিকাভুক্ত ব্যাংক খাতের কোম্পানি সাউথবাংলা এগ্রিকালচার অ্যান্ড কমার্স ব্যাংকের এক উদ্যোক্তা পরিচালক ৭০ লাখ শেয়ার বিক্রির ঘোষণা দিয়েছেন। ঢাকা স্টক এক্সচেঞ্জ (ডিএসই) সূত্রে এ তথ্য জানা গেছে। ঘোষণা অনুযায়ী, বিদ্যমান বাজারদরে আগামী ৩০ কার্যদিবসের মধ্যে তিনি এই শেয়ার বিক্রি সম্পন্ন করবেন। বর্তমানে তার হাতে ব্যাংকটির ২ কোটি ১৫ লাখ শেয়ার রয়েছে। গতকাল ডিএসইতে ব্যাংকটির শেয়ার সর্বশেষ ১০ টাকা ৪০ পয়সায় লেনদেন হয়। xyxy=(884,1277,1164,1343)
article xyxy=(534,518,694,730)
header-rule xyxy=(24,89,1176,92)
byline-square-icon xyxy=(874,624,879,629)
body-paragraph: এদিকে ঢাকা মহানগরে পাল্টাপাল্টি কর্মসূচি ঘোষণা করেছে প্রধান দুই রাজনৈতিক দল। আইনশৃঙ্খলা রক্ষাকারী বাহিনী বলছে, জানমালের নিরাপত্তায় প্রয়োজনীয় ব্যবস্থা নেওয়া হয়েছে। কোনো ধরনের বিশৃঙ্খলা সৃষ্টির চেষ্টা হলে কঠোর হাতে দমন করা হবে বলে হুঁশিয়ারি দিয়েছেন ডিএমপি কমিশনার। xyxy=(364,855,524,932)
body-paragraph: নেতৃত্বের প্রশংসা করে জাতিসংঘের আবাসিক সমন্বয়ক বলেন, জলবায়ু পরিবর্তন মোকাবিলা, দারিদ্র্য বিমোচন ও রোহিঙ্গা সংকট ব্যবস্থাপনায় বাংলাদেশ প্রশংসনীয় ভূমিকা রেখেছে। আন্তর্জাতিক সম্প্রদায়ের উচিত বাংলাদেশকে আরও বেশি সহায়তা দেওয়া। মঙ্গলবার পররাষ্ট্র মন্ত্রণালয়ে প্রতিমন্ত্রীর সঙ্গে সৌজন্য সাক্ষাৎ শেষে তিনি সাংবাদিকদের এসব কথা বলেন। তিনি বলেন, 'বাংলাদেশ এখন উন্নয়নের পথে দ্রুত এগিয়ে চলেছে। এসডিজি অর্জনে দেশটির অগ্রগতি অন্য অনেক দেশের জন্য উদাহরণ হতে পারে।' রোহিঙ্গা প্রসঙ্গে জাতিসংঘের এই কর্মকর্তা বলেন, 'দশ লাখের বেশি রোহিঙ্গাকে আশ্রয় দিয়ে বাংলাদেশ মানবতার অনন্য দৃষ্টান্ত স্থাপন করেছে। তাদের টেকসই প্রত্যাবাসনের জন্য আন্তর্জাতিক চাপ অব্যাহত রাখতে হবে।' প্রতিমন্ত্রী বলেন, উন্নয়ন সহযোগীদের কাছ থেকে সহজ শর্তে ঋণ ও অনুদান প্রত্যাশা করে ঢাকা। জলবায়ু তহবিল থেকে ন্যায্য হিস্যা পাওয়ার বিষয়েও আলোচনা হয়েছে। xyxy=(24,786,184,1008)
body-paragraph: ডিসেম্বরে এলসি খোলার হার উল্লেখযোগ্য হারে কমেছে; তবে আমদানি ব্যয় এখনো চাপে রেখেছে রিজার্ভকে। ব্যাংকাররা বলছেন, ডলার সংকটের কারণে বিলাসপণ্যের আমদানি নিয়ন্ত্রণ করা হয়েছে। তবে জ্বালানি, সার ও খাদ্যপণ্যের আমদানি স্বাভাবিক রাখতে কেন্দ্রীয় ব্যাংক থেকে ডলার সরবরাহ অব্যাহত রয়েছে। চলতি অর্থবছরের প্রথম ছয় মাসে আমদানি ব্যয় কমেছে প্রায় ২ শতাংশ, কিন্তু রপ্তানি আয় ও রেমিট্যান্স প্রবাহে কাঙ্ক্ষিত গতি না থাকায় বৈদেশিক মুদ্রার মজুত কমছে। xyxy=(194,494,354,616)
article-kicker: শেষ পৃষ্ঠার পর xyxy=(82,768,126,778)
body-paragraph: বৃদ্ধি আনতে হচ্ছে। 'জলবায়ু পরিবর্তনের ঝুঁকি মোকাবিলায় বাংলাদেশ' শীর্ষক সেমিনারে বক্তারা বলেন, প্রাকৃতিক দুর্যোগে বিশ্বে সবচেয়ে ক্ষতিগ্রস্ত দেশগুলোর একটি বাংলাদেশ। ঘূর্ণিঝড়, বন্যা, নদীভাঙন ও লবণাক্ততার কারণে প্রতিবছর উপকূলীয় এলাকার লাখ লাখ মানুষ ক্ষতিগ্রস্ত হচ্ছে। জলবায়ু বিশেষজ্ঞরা বলেন, 'সমুদ্রপৃষ্ঠের উচ্চতা এক মিটার বাড়লে দেশের এক-পঞ্চমাংশ এলাকা পানির নিচে চলে যাবে। প্রায় তিন কোটি মানুষ বাস্তুচ্যুত হওয়ার ঝুঁকিতে রয়েছে।' উপকূলীয় বাঁধগুলো ষাটের দশকে নির্মিত; সেগুলো জলবায়ু সহনশীল করে পুনর্নির্মাণ করা জরুরি। xyxy=(194,1164,354,1297)
body-paragraph: আসন্ন জাতীয় সংসদ নির্বাচন সামনে রেখে চট্টগ্রামে ভোটার তালিকা হালনাগাদের কাজ শেষ পর্যায়ে। জেলা নির্বাচন কর্মকর্তার কার্যালয় সূত্রে জানা গেছে, এবারের হালনাগাদে চট্টগ্রাম জেলায় নতুন ভোটার হিসেবে যুক্ত হয়েছেন প্রায় তিন লাখ তরুণ-তরুণী; এদের বড় অংশই এবারই প্রথম ভোট দেবেন। জেলা নির্বাচন কর্মকর্তা বলেন, 'বাড়ি বাড়ি গিয়ে তথ্য সংগ্রহের কাজ শেষ হয়েছে। এখন চলছে নিবন্ধন ও ছবি তোলার কাজ। মার্চের মধ্যে চূড়ান্ত তালিকা প্রকাশ করা হবে।' তিনি জানান, হালনাগাদ শেষে চট্টগ্রাম জেলায় মোট ভোটারের সংখ্যা দাঁড়াবে প্রায় ৬৩ লাখে; যার মধ্যে পুরুষ ভোটার ৩২ লাখ ১০ হাজার এবং নারী ভোটার ৩০ লাখ ৯০ হাজার। মৃত ভোটারদের নাম কর্তন করা হয়েছে প্রায় ৮০ হাজার। নির্বাচন কমিশনের কর্মকর্তারা বলছেন, নতুন প্রজন্মের এই ভোটাররা আগামী নির্বাচনে গুরুত্বপূর্ণ ভূমিকা রাখবেন; তরুণ ভোটারদের ভোটকেন্দ্রমুখী করতে সচেতনতামূলক কার্যক্রম চালানো হবে। রাজনৈতিক দলগুলোও তরুণ ভোটারদের মন জয়ে নানা পরিকল্পনা নিচ্ছে— ডিজিটাল প্রচারণা, কর্মসংস্থানের প্রতিশ্রুতি ও শিক্ষা খাতে সংস্কারের অঙ্গীকার নিয়ে তারা তরুণদের কাছে পৌঁছাতে চায়। xyxy=(874,639,1174,783)
article xyxy=(24,1016,184,1397)
body-paragraph: বক্তারা বলেন, সুইডেন সরকারের নীরবতা প্রমাণ করে তারা এই ঘৃণ্য কাজের প্রশ্রয়দাতা। অবিলম্বে দোষীদের শাস্তি নিশ্চিত করতে হবে এবং সুইডেন সরকারকে আনুষ্ঠানিকভাবে ক্ষমা চাইতে হবে। মুসলিম বিশ্বের প্রতি ঐক্যবদ্ধ হওয়ার আহ্বান জানিয়ে তারা বলেন, ওআইসিকে কার্যকর পদক্ষেপ নিতে হবে। প্রয়োজনে সুইডেনের পণ্য বর্জনের কর্মসূচি দেওয়া হবে। সমাবেশ শেষে একটি বিক্ষোভ মিছিল বের করা হয়। মিছিলটি বায়তুল মোকাররম উত্তর গেট থেকে শুরু হয়ে পল্টন মোড় ঘুরে আবার একই স্থানে এসে শেষ হয়। এ সময় বিভিন্ন ইসলামী সংগঠনের নেতাকর্মীরা ব্যানার, ফেস্টুন ও প্ল্যাকার্ড নিয়ে অংশ নেন। বক্তারা হুঁশিয়ারি দিয়ে বলেন, ভবিষ্যতে এ ধরনের ঘটনার পুনরাবৃত্তি হলে বিশ্বের মুসলমানরা বসে থাকবে না। তৌহিদি জনতা রাজপথে নেমে এর জবাব দেবে। তারা সুইডেনের রাষ্ট্রদূতকে তলব করে প্রতিবাদ জানানোর দাবি জানান। xyxy=(24,1197,184,1396)
body-paragraph: আলোচনা সভায় বক্তারা আরও বলেন, বঙ্গবন্ধুর স্বপ্নের সোনার বাংলা গড়তে হলে দুর্নীতি, বৈষম্য ও সাম্প্রদায়িকতার বিরুদ্ধে সামাজিক প্রতিরোধ গড়ে তুলতে হবে। শিক্ষাঙ্গনে সুস্থ ধারার রাজনীতি ফিরিয়ে আনার আহ্বান জানিয়ে তারা বলেন, মেধাবী তরুণরা রাজনীতিবিমুখ হলে ভবিষ্যৎ নেতৃত্বে শূন্যতা তৈরি হবে। xyxy=(704,182,864,259)
article-body xyxy=(24,522,184,723)
article-body xyxy=(884,1130,1164,1231)
article-kicker: শেষ পৃষ্ঠার পর xyxy=(252,1146,296,1156)
page-header xyxy=(24,18,1176,82)
body-paragraph: দেশে গণতান্ত্রিক সংগ্রামের গৌরবময় ঐতিহ্য স্মরণ করে শপথ পাঠ করা হয়। বক্তারা বলেন, মহান মুক্তিযুদ্ধের চেতনা বাস্তবায়নে সবাইকে ঐক্যবদ্ধভাবে কাজ করতে হবে। নতুন প্রজন্মের কাছে মুক্তিযুদ্ধের সঠিক ইতিহাস তুলে ধরার বিকল্প নেই। পাঠ্যবইয়ে মুক্তিযুদ্ধের ইতিহাস আরও বিস্তারিতভাবে অন্তর্ভুক্ত করার দাবি জানান তারা। xyxy=(704,102,864,179)
article-byline xyxy=(884,852,1164,867)
article-body xyxy=(24,786,184,1009)
masthead-tagline: গণমানুষের কথা বলে প্রতিদিন xyxy=(85,31,173,40)
continuation-body xyxy=(534,101,694,293)
body-paragraph: সুশীল সমাজের প্রতিনিধিরা বলেন, আগামী জাতীয় নির্বাচন সামনে রেখে রাজনৈতিক সহিংসতার আশঙ্কা বাড়ছে। সব দলের অংশগ্রহণে একটি শান্তিপূর্ণ ও প্রতিদ্বন্দ্বিতাপূর্ণ নির্বাচনের পরিবেশ তৈরিতে নির্বাচন কমিশনকে আরও সক্রিয় ভূমিকা নিতে হবে। ভোটারদের আস্থা ফেরাতে প্রশাসনের নিরপেক্ষতা নিশ্চিত করা অপরিহার্য বলে মত দেন তারা। xyxy=(364,431,524,520)
article-kicker: শেষ পৃষ্ঠার পর xyxy=(592,1390,636,1400)
body-paragraph: রমজান ২৫ লাখ ৪৯ হাজার ২৭৬টি পণ্যের মজুত নিশ্চিত করা হয়েছে বলে জানিয়েছে প্রতিষ্ঠানটি। কর্তৃপক্ষ জানায়, আন্তর্জাতিক বাজারে দাম কিছুটা কমায় রমজানে নিত্যপণ্যের সরবরাহে ঘাটতি হওয়ার আশঙ্কা নেই। তবে ডলার সংকটে ছোট আমদানিকারকরা এলসি খুলতে না পারায় বাজারে প্রতিযোগিতা কমছে বলে অভিযোগ ব্যবসায়ীদের। ভোক্তা অধিকার সংরক্ষণ অধিদপ্তর বাজার তদারকি জোরদার করেছে। xyxy=(194,1019,354,1118)
article-headline: বাংলাদেশকে ঢুকতে পারবে না xyxy=(26,485,182,501)
byline-square-icon xyxy=(884,1262,889,1267)
byline-text: চট্টগ্রাম ব্যুরো xyxy=(883,621,928,632)
